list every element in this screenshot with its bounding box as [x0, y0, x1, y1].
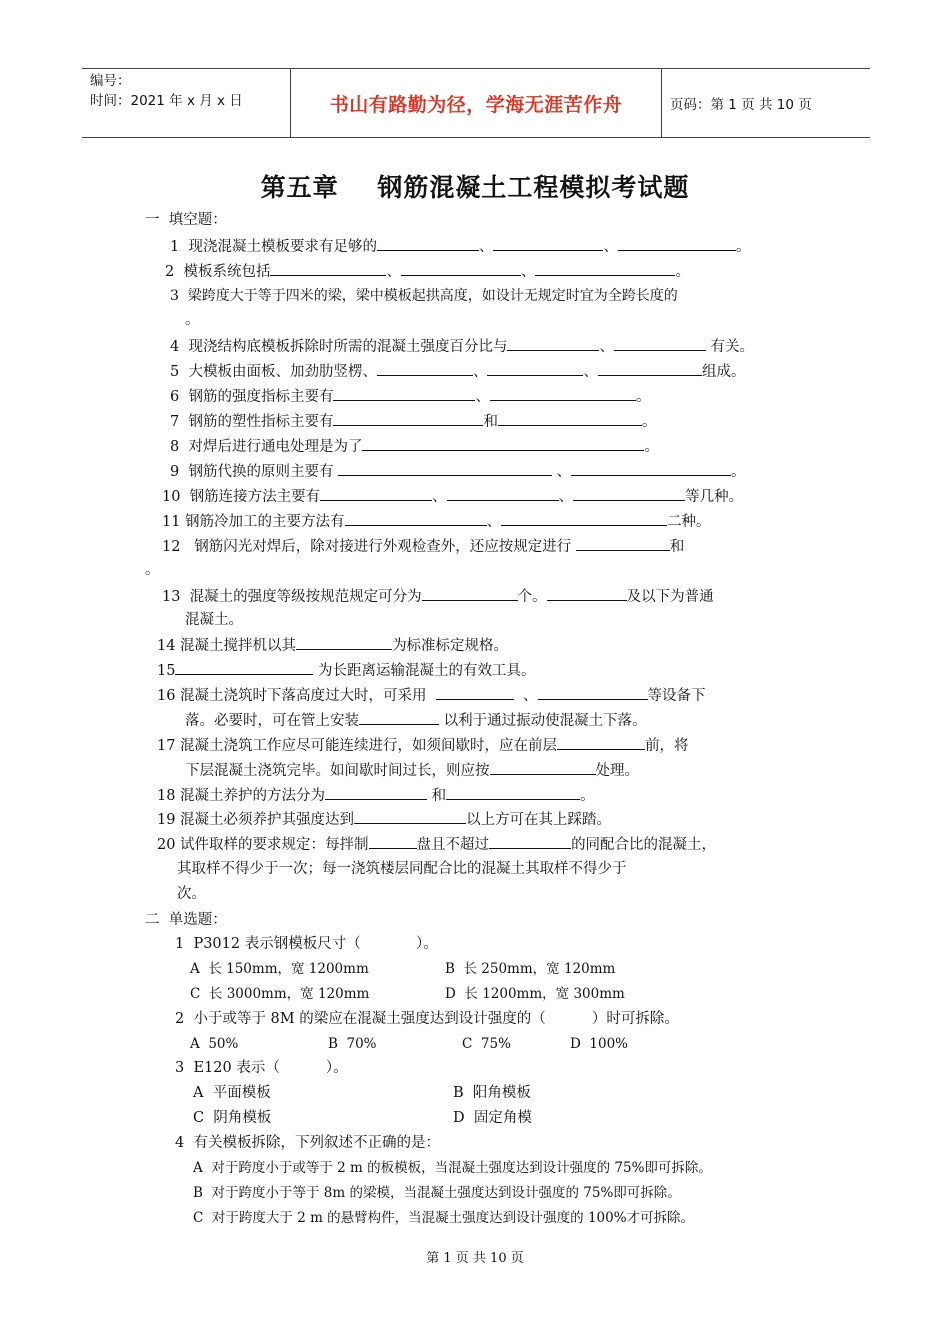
answer-blank[interactable]: [333, 386, 475, 401]
question-6: 6 钢筋的强度指标主要有 、 。: [170, 386, 650, 407]
mc-option[interactable]: C 长 3000mm，宽 120mm: [190, 986, 370, 1002]
answer-blank[interactable]: [493, 236, 603, 251]
question-18: 18 混凝土养护的方法分为 和 。: [157, 785, 595, 806]
mc-option[interactable]: A 长 150mm，宽 1200mm: [190, 961, 369, 977]
question-11: 11 钢筋冷加工的主要方法有 、 二种。: [162, 511, 711, 532]
answer-blank[interactable]: [576, 536, 670, 551]
answer-blank[interactable]: [296, 635, 392, 650]
header-date: 时间：2021 年 x 月 x 日: [90, 93, 243, 109]
answer-blank[interactable]: [507, 336, 599, 351]
question-1: 1 现浇混凝土模板要求有足够的 、 、 。: [170, 236, 750, 257]
page-footer: 第 1 页 共 10 页: [426, 1251, 524, 1266]
question-16: 16 混凝土浇筑时下落高度过大时，可采用 、 等设备下: [157, 685, 706, 706]
page-header: [82, 68, 870, 138]
answer-blank[interactable]: [345, 511, 487, 526]
section1-heading: 一 填空题：: [145, 212, 227, 228]
answer-blank[interactable]: [338, 461, 552, 476]
answer-blank[interactable]: [359, 710, 439, 725]
answer-blank[interactable]: [614, 336, 706, 351]
mc-option[interactable]: C 对于跨度大于 2 m 的悬臂构件，当混凝土强度达到设计强度的 100%才可拆除。: [193, 1210, 695, 1226]
answer-blank[interactable]: [446, 785, 580, 800]
mc-option[interactable]: B 对于跨度小于等于 8m 的梁模，当混凝土强度达到设计强度的 75%即可拆除。: [193, 1185, 681, 1201]
question-12-cont: 。: [145, 562, 160, 578]
question-8: 8 对焊后进行通电处理是为了 。: [170, 436, 659, 457]
answer-blank[interactable]: [535, 261, 675, 276]
question-3-cont: 。: [185, 312, 200, 328]
answer-blank[interactable]: [447, 486, 559, 501]
header-page-info: 页码：第 1 页 共 10 页: [670, 97, 812, 113]
answer-blank[interactable]: [489, 834, 571, 849]
mc-question-3: 3 E120 表示（ ）。: [175, 1060, 348, 1076]
mc-option[interactable]: D 长 1200mm，宽 300mm: [445, 986, 625, 1002]
mc-option[interactable]: A 平面模板: [193, 1085, 271, 1101]
answer-blank[interactable]: [501, 511, 667, 526]
answer-blank[interactable]: [598, 361, 702, 376]
question-17-cont: 下层混凝土浇筑完毕。如间歇时间过长，则应按 处理。: [185, 760, 639, 781]
mc-option[interactable]: D 固定角模: [453, 1110, 532, 1126]
mc-option[interactable]: D 100%: [570, 1036, 629, 1052]
mc-option[interactable]: A 50%: [190, 1036, 239, 1052]
answer-blank[interactable]: [377, 236, 479, 251]
answer-blank[interactable]: [333, 411, 483, 426]
question-5: 5 大模板由面板、加劲肋竖楞、 、 、 组成。: [170, 361, 745, 382]
header-motto: 书山有路勤为径，学海无涯苦作舟: [290, 69, 662, 137]
question-20: 20 试件取样的要求规定：每拌制 盘且不超过 的同配合比的混凝土，: [157, 834, 716, 855]
answer-blank[interactable]: [354, 809, 466, 824]
answer-blank[interactable]: [320, 486, 432, 501]
question-13-cont: 混凝土。: [185, 612, 243, 628]
question-13: 13 混凝土的强度等级按规范规定可分为 个。 及以下为普通: [162, 586, 714, 607]
mc-option[interactable]: C 75%: [462, 1036, 511, 1052]
question-16-cont: 落。必要时，可在管上安装 以利于通过振动使混凝土下落。: [185, 710, 647, 731]
answer-blank[interactable]: [175, 660, 313, 675]
answer-blank[interactable]: [487, 361, 583, 376]
answer-blank[interactable]: [325, 785, 427, 800]
answer-blank[interactable]: [377, 361, 473, 376]
answer-blank[interactable]: [573, 486, 685, 501]
answer-blank[interactable]: [490, 760, 596, 775]
answer-blank[interactable]: [538, 685, 648, 700]
header-meta: [82, 69, 290, 137]
question-4: 4 现浇结构底模板拆除时所需的混凝土强度百分比与 、 有关。: [170, 336, 754, 357]
mc-option[interactable]: B 阳角模板: [453, 1085, 531, 1101]
mc-question-1: 1 P3012 表示钢模板尺寸（ ）。: [175, 936, 438, 952]
question-9: 9 钢筋代换的原则主要有 、 。: [170, 461, 746, 482]
question-19: 19 混凝土必须养护其强度达到 以上方可在其上踩踏。: [157, 809, 611, 830]
question-14: 14 混凝土搅拌机以其 为标准标定规格。: [157, 635, 508, 656]
mc-option[interactable]: C 阴角模板: [193, 1110, 272, 1126]
question-15: 15 为长距离运输混凝土的有效工具。: [157, 660, 536, 681]
answer-blank[interactable]: [557, 735, 645, 750]
answer-blank[interactable]: [618, 236, 736, 251]
answer-blank[interactable]: [571, 461, 731, 476]
mc-option[interactable]: A 对于跨度小于或等于 2 m 的板模板，当混凝土强度达到设计强度的 75%即可拆除。: [193, 1160, 712, 1176]
answer-blank[interactable]: [498, 411, 642, 426]
answer-blank[interactable]: [436, 685, 514, 700]
mc-question-2: 2 小于或等于 8M 的梁应在混凝土强度达到设计强度的（ ）时可拆除。: [175, 1011, 679, 1027]
question-20-cont: 其取样不得少于一次；每一浇筑楼层同配合比的混凝土其取样不得少于: [177, 861, 627, 877]
question-7: 7 钢筋的塑性指标主要有 和 。: [170, 411, 656, 432]
answer-blank[interactable]: [369, 834, 417, 849]
mc-option[interactable]: B 70%: [328, 1036, 377, 1052]
question-17: 17 混凝土浇筑工作应尽可能连续进行，如须间歇时，应在前层 前，将: [157, 735, 689, 756]
question-20-cont2: 次。: [177, 886, 206, 902]
header-code-label: 编号：: [90, 73, 131, 89]
section2-heading: 二 单选题：: [145, 912, 227, 928]
answer-blank[interactable]: [490, 386, 636, 401]
question-3: 3 梁跨度大于等于四米的梁，梁中模板起拱高度，如设计无规定时宜为全跨长度的: [170, 288, 678, 304]
answer-blank[interactable]: [422, 586, 518, 601]
answer-blank[interactable]: [401, 261, 521, 276]
answer-blank[interactable]: [270, 261, 386, 276]
answer-blank[interactable]: [362, 436, 644, 451]
document-title: 第五章 钢筋混凝土工程模拟考试题: [260, 173, 690, 202]
question-12: 12 钢筋闪光对焊后，除对接进行外观检查外，还应按规定进行 和: [162, 536, 684, 557]
answer-blank[interactable]: [547, 586, 627, 601]
question-2: 2 模板系统包括 、 、 。: [165, 261, 690, 282]
question-10: 10 钢筋连接方法主要有 、 、 等几种。: [162, 486, 743, 507]
mc-question-4: 4 有关模板拆除，下列叙述不正确的是：: [175, 1135, 440, 1151]
mc-option[interactable]: B 长 250mm，宽 120mm: [445, 961, 616, 977]
